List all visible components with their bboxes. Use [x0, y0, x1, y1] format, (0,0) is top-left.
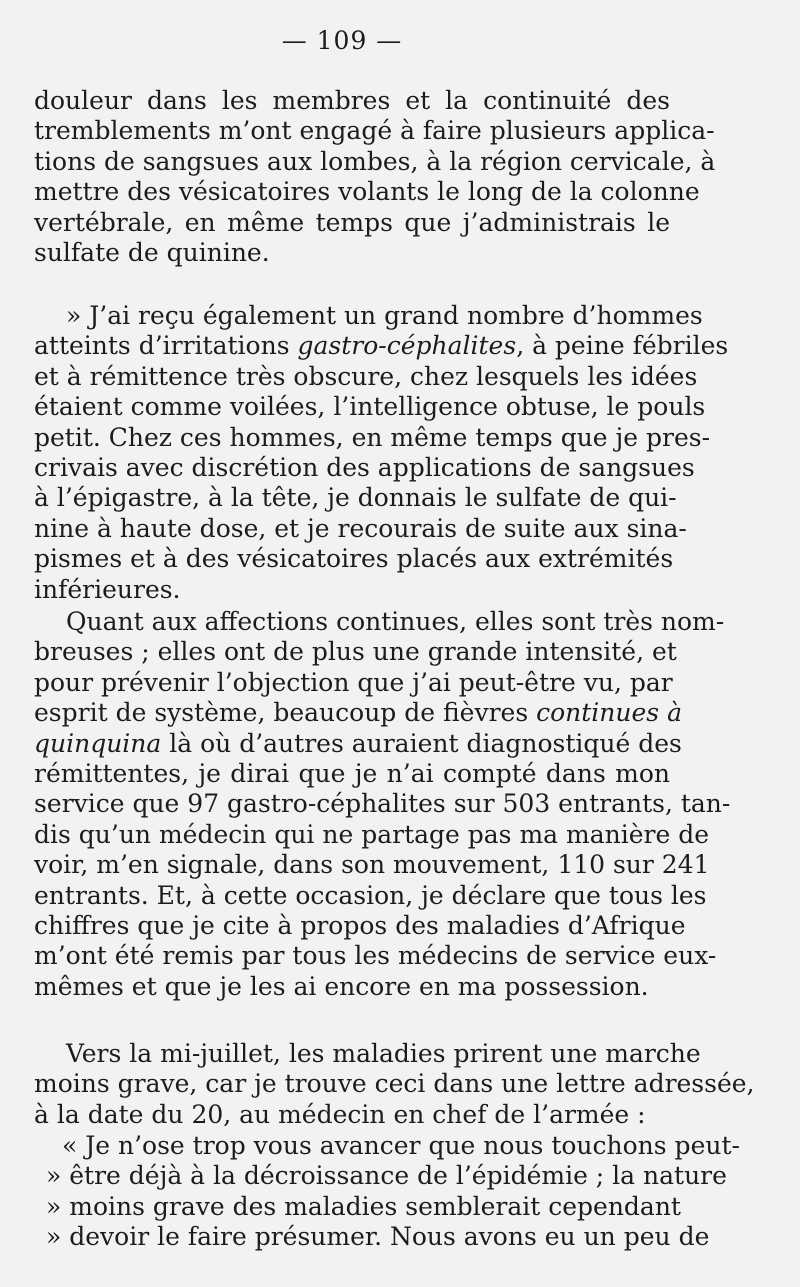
page-number: — 109 — [281, 26, 403, 55]
paragraph-1 [34, 86, 716, 268]
text-line: service que 97 gastro-céphalites sur 503 entrants, tan- [34, 789, 731, 819]
text-line: entrants. Et, à cette occasion, je déclare que tous les [34, 880, 707, 910]
paragraph-2 [34, 301, 729, 605]
text-line: dis qu’un médecin qui ne partage pas ma manière de [34, 819, 709, 849]
text-line: » J’ai reçu également un grand nombre d’hommes [66, 301, 703, 330]
text-line: rémittentes, je dirai que je n’ai compté dans mon [34, 759, 670, 789]
text-line: pismes et à des vésicatoires placés aux extrémités [34, 544, 674, 574]
text-line: moins grave, car je trouve ceci dans une lettre adressée, [34, 1069, 755, 1099]
text-line: crivais avec discrétion des applications de sangsues [34, 453, 695, 483]
text-line: à la date du 20, au médecin en chef de l’armée : [34, 1099, 646, 1129]
text-segment: là où d’autres auraient diagnostiqué des [161, 728, 682, 758]
text-line: Vers la mi-juillet, les maladies prirent une marche [66, 1039, 701, 1068]
text-line: étaient comme voilées, l’intelligence obtuse, le pouls [34, 392, 706, 422]
text-line: tremblements m’ont engagé à faire plusieurs applica- [34, 116, 715, 146]
text-segment: atteints d’irritations [34, 331, 298, 361]
text-line: inférieures. [34, 574, 181, 604]
text-line: et à rémittence très obscure, chez lesquels les idées [34, 361, 698, 391]
text-line: mettre des vésicatoires volants le long de la colonne [34, 177, 700, 207]
text-line: douleur dans les membres et la continuité des [34, 86, 670, 115]
text-line: m’ont été remis par tous les médecins de service eux- [34, 941, 717, 971]
italic-term: quinquina [34, 728, 162, 758]
text-line: » moins grave des maladies semblerait cependant [46, 1191, 681, 1221]
text-segment: , à peine fébriles [516, 331, 729, 361]
text-line: vertébrale, en même temps que j’administrais le [34, 207, 670, 237]
text-line: « Je n’ose trop vous avancer que nous touchons peut- [62, 1131, 740, 1160]
text-line: nine à haute dose, et je recourais de suite aux sina- [34, 513, 687, 543]
text-line: breuses ; elles ont de plus une grande intensité, et [34, 637, 677, 667]
text-line: tions de sangsues aux lombes, à la région cervicale, à [34, 146, 716, 176]
text-line [34, 728, 682, 759]
text-line: pour prévenir l’objection que j’ai peut-être vu, par [34, 667, 673, 697]
paragraph-4 [34, 1039, 755, 1130]
text-segment: esprit de système, beaucoup de fièvres [34, 698, 537, 728]
italic-term: gastro-céphalites [297, 331, 517, 361]
text-line [34, 698, 682, 728]
text-line: Quant aux affections continues, elles sont très nom- [66, 607, 725, 636]
italic-term: continues à [536, 698, 682, 728]
text-line: à l’épigastre, à la tête, je donnais le sulfate de qui- [34, 483, 677, 513]
paragraph-3 [34, 607, 731, 1002]
text-line [34, 331, 729, 361]
text-line: » devoir le faire présumer. Nous avons eu un peu de [46, 1222, 710, 1252]
text-line: chiffres que je cite à propos des maladies d’Afrique [34, 911, 686, 941]
text-line: » être déjà à la décroissance de l’épidémie ; la nature [46, 1161, 727, 1191]
text-line: petit. Chez ces hommes, en même temps que je pres- [34, 422, 711, 452]
text-line: voir, m’en signale, dans son mouvement, 110 sur 241 [34, 850, 710, 880]
text-line: sulfate de quinine. [34, 238, 270, 268]
quotation-paragraph [34, 1131, 740, 1253]
text-line: mêmes et que je les ai encore en ma possession. [34, 971, 649, 1001]
